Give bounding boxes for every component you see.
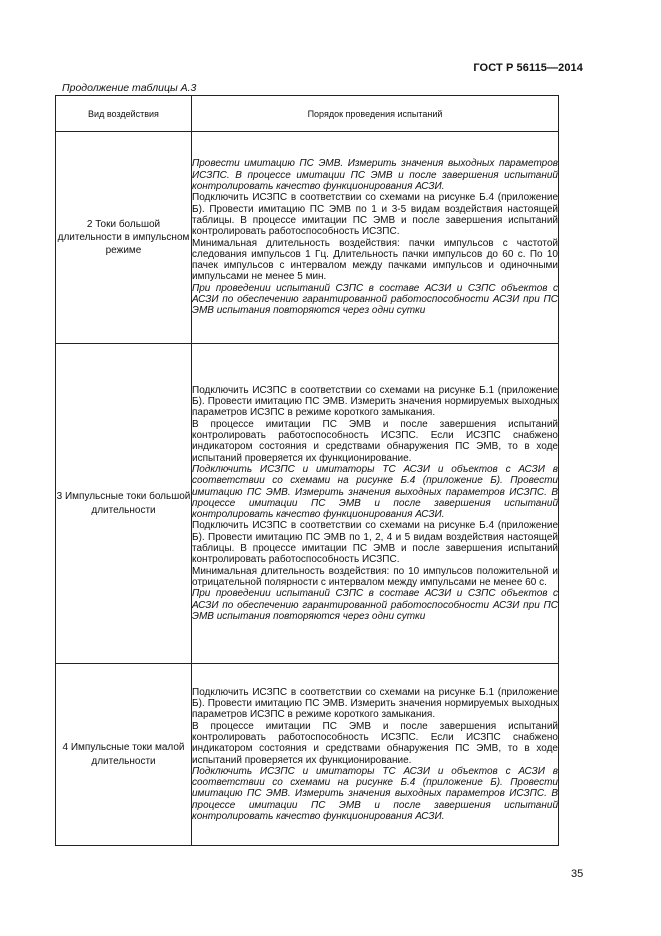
impact-type-cell: 2 Токи большой длительности в импульсном режиме <box>56 132 192 344</box>
column-header-test-procedure: Порядок проведения испытаний <box>192 96 559 132</box>
procedure-paragraph: Подключить ИСЗПС в соответствии со схемами на рисунке Б.1 (приложение Б). Провести имитацию ПС ЭМВ. Измерить значения нормируемых выходных параметров ИСЗПС в режиме короткого замыкания. <box>192 384 558 419</box>
impact-type-cell: 3 Импульсные токи большой длительности <box>56 344 192 664</box>
page-number: 35 <box>571 868 584 880</box>
procedure-paragraph: Подключить ИСЗПС и имитаторы ТС АСЗИ и объектов с АСЗИ в соответствии со схемами на рисунке Б.4 (приложение Б). Провести имитацию ПС ЭМВ. Измерить значения выходных параметров ИСЗПС. В процессе имитации ПС ЭМВ и после завершения испытаний контролировать качество функционирования АСЗИ. <box>192 463 558 521</box>
procedure-paragraph: При проведении испытаний СЗПС в составе АСЗИ и СЗПС объектов с АСЗИ по обеспечению гарантированной работоспособности АСЗИ при ПС ЭМВ испытания повторяются через одни сутки <box>192 588 558 622</box>
standard-code: ГОСТ Р 56115—2014 <box>473 62 583 74</box>
procedure-paragraph: Подключить ИСЗПС в соответствии со схемами на рисунке Б.4 (приложение Б). Провести имитацию ПС ЭМВ по 1 и 3-5 видам воздействия настоящей таблицы. В процессе имитации ПС ЭМВ и после завершения испытаний контролировать работоспособность ИСЗПС. <box>192 192 558 238</box>
procedure-paragraph: В процессе имитации ПС ЭМВ и после завершения испытаний контролировать работоспособность ИСЗПС. Если ИСЗПС снабжено индикатором состояния и средствами обнаружения ПС ЭМВ, то в ходе испытаний проверяется их функционирование. <box>192 418 558 464</box>
procedure-paragraph: При проведении испытаний СЗПС в составе АСЗИ и СЗПС объектов с АСЗИ по обеспечению гарантированной работоспособности АСЗИ при ПС ЭМВ испытания повторяются через одни сутки <box>192 282 558 317</box>
table-row <box>56 344 559 664</box>
procedure-paragraph: Минимальная длительность воздействия: по 10 импульсов положительной и отрицательной полярности с интервалом между импульсами не менее 60 с. <box>192 565 558 588</box>
procedure-paragraph: Минимальная длительность воздействия: пачки импульсов с частотой следования импульсов 1 Гц. Длительность пачки импульсов до 60 с. По 10 пачек импульсов с интервалом между пачками импульсов и одиночными импульсами не менее 5 мин. <box>192 237 558 283</box>
column-header-impact-type: Вид воздействия <box>56 96 192 132</box>
procedure-paragraph: Подключить ИСЗПС и имитаторы ТС АСЗИ и объектов с АСЗИ в соответствии со схемами на рисунке Б.4 (приложение Б). Провести имитацию ПС ЭМВ. Измерить значения выходных параметров ИСЗПС. В процессе имитации ПС ЭМВ и после завершения испытаний контролировать качество функционирования АСЗИ. <box>192 765 558 822</box>
table-header-row <box>56 96 559 132</box>
procedure-cell <box>192 132 559 344</box>
table-continuation-caption: Продолжение таблицы А.3 <box>62 82 197 94</box>
procedure-paragraph: В процессе имитации ПС ЭМВ и после завершения испытаний контролировать работоспособность ИСЗПС. Если ИСЗПС снабжено индикатором состояния и средствами обнаружения ПС ЭМВ, то в ходе испытаний проверяется их функционирование. <box>192 720 558 766</box>
procedure-cell <box>192 344 559 664</box>
procedure-paragraph: Подключить ИСЗПС в соответствии со схемами на рисунке Б.4 (приложение Б). Провести имитацию ПС ЭМВ по 1, 2, 4 и 5 видам воздействия настоящей таблицы. В процессе имитации ПС ЭМВ и после завершения испытаний контролировать работоспособность ИСЗПС. <box>192 520 558 566</box>
table-row <box>56 132 559 344</box>
impact-type-cell: 4 Импульсные токи малой длительности <box>56 664 192 846</box>
procedure-paragraph: Провести имитацию ПС ЭМВ. Измерить значения выходных параметров ИСЗПС. В процессе имитации ПС ЭМВ и после завершения испытаний контролировать качество функционирования АСЗИ. <box>192 158 558 193</box>
table-row <box>56 664 559 846</box>
procedure-paragraph: Подключить ИСЗПС в соответствии со схемами на рисунке Б.1 (приложение Б). Провести имитацию ПС ЭМВ. Измерить значения нормируемых выходных параметров ИСЗПС в режиме короткого замыкания. <box>192 686 558 721</box>
test-procedure-table <box>55 95 559 846</box>
procedure-cell <box>192 664 559 846</box>
